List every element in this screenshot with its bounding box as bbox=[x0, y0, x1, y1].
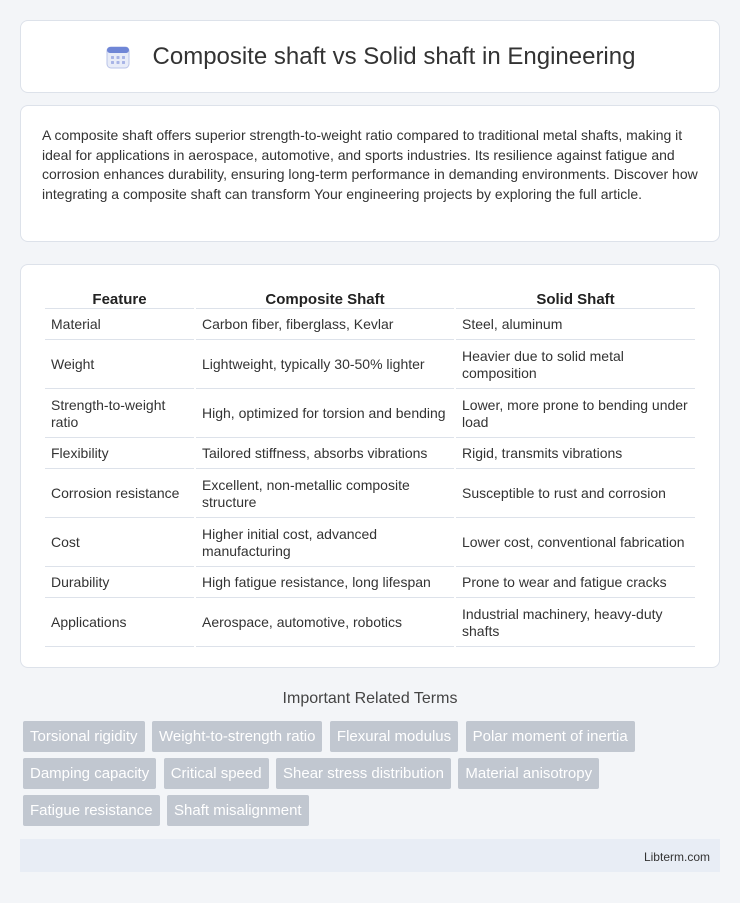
table-row bbox=[45, 471, 695, 518]
header-feature: Feature bbox=[45, 287, 194, 309]
related-terms-heading: Important Related Terms bbox=[282, 690, 458, 707]
table-row bbox=[45, 569, 695, 598]
table-cell: Strength-to-weight ratio bbox=[45, 391, 194, 438]
term-tag-fatigue-resistance[interactable]: Fatigue resistance bbox=[23, 795, 160, 826]
term-tag-shear-stress-distribution[interactable]: Shear stress distribution bbox=[276, 758, 451, 789]
term-tag-material-anisotropy[interactable]: Material anisotropy bbox=[458, 758, 599, 789]
table-header-row bbox=[45, 287, 695, 309]
table-cell: Heavier due to solid metal composition bbox=[456, 342, 695, 389]
table-row bbox=[45, 342, 695, 389]
table-row bbox=[45, 520, 695, 567]
table-cell: Prone to wear and fatigue cracks bbox=[456, 569, 695, 598]
table-cell: Higher initial cost, advanced manufacturing bbox=[196, 520, 454, 567]
table-cell: Susceptible to rust and corrosion bbox=[456, 471, 695, 518]
table-row bbox=[45, 440, 695, 469]
footer-site-link[interactable]: Libterm.com bbox=[643, 850, 710, 864]
term-tag-weight-to-strength-ratio[interactable]: Weight-to-strength ratio bbox=[152, 721, 322, 752]
intro-card bbox=[20, 105, 720, 242]
table-row bbox=[45, 600, 695, 647]
comparison-card bbox=[20, 264, 720, 668]
term-tag-polar-moment-of-inertia[interactable]: Polar moment of inertia bbox=[466, 721, 635, 752]
table-cell: Material bbox=[45, 311, 194, 340]
table-cell: Cost bbox=[45, 520, 194, 567]
header-solid: Solid Shaft bbox=[456, 287, 695, 309]
table-cell: Flexibility bbox=[45, 440, 194, 469]
table-row bbox=[45, 311, 695, 340]
term-tag-shaft-misalignment[interactable]: Shaft misalignment bbox=[167, 795, 309, 826]
comparison-table bbox=[43, 285, 697, 649]
table-cell: Lower cost, conventional fabrication bbox=[456, 520, 695, 567]
term-tag-critical-speed[interactable]: Critical speed bbox=[164, 758, 269, 789]
table-cell: High fatigue resistance, long lifespan bbox=[196, 569, 454, 598]
title-card bbox=[20, 20, 720, 93]
footer bbox=[20, 839, 720, 872]
table-cell: Weight bbox=[45, 342, 194, 389]
table-cell: Excellent, non-metallic composite structure bbox=[196, 471, 454, 518]
related-terms-list bbox=[23, 721, 723, 832]
term-tag-flexural-modulus[interactable]: Flexural modulus bbox=[330, 721, 458, 752]
table-cell: High, optimized for torsion and bending bbox=[196, 391, 454, 438]
calendar-icon bbox=[105, 44, 131, 70]
intro-text: A composite shaft offers superior strength-to-weight ratio compared to traditional metal shafts, making it ideal for applications in aerospace, automotive, and sports industries. Its resilience against fatigue and corrosion enhances durability, ensuring long-term performance in demanding environments. Discover how integrating a composite shaft can transform Your engineering projects by exploring the full article. bbox=[42, 127, 698, 202]
table-cell: Lightweight, typically 30-50% lighter bbox=[196, 342, 454, 389]
term-tag-damping-capacity[interactable]: Damping capacity bbox=[23, 758, 156, 789]
table-cell: Lower, more prone to bending under load bbox=[456, 391, 695, 438]
table-cell: Applications bbox=[45, 600, 194, 647]
table-cell: Durability bbox=[45, 569, 194, 598]
term-tag-torsional-rigidity[interactable]: Torsional rigidity bbox=[23, 721, 145, 752]
table-cell: Corrosion resistance bbox=[45, 471, 194, 518]
table-cell: Industrial machinery, heavy-duty shafts bbox=[456, 600, 695, 647]
table-row bbox=[45, 391, 695, 438]
table-cell: Carbon fiber, fiberglass, Kevlar bbox=[196, 311, 454, 340]
table-cell: Rigid, transmits vibrations bbox=[456, 440, 695, 469]
table-cell: Steel, aluminum bbox=[456, 311, 695, 340]
table-cell: Tailored stiffness, absorbs vibrations bbox=[196, 440, 454, 469]
page-title: Composite shaft vs Solid shaft in Engineering bbox=[152, 42, 636, 70]
header-composite: Composite Shaft bbox=[196, 287, 454, 309]
table-cell: Aerospace, automotive, robotics bbox=[196, 600, 454, 647]
